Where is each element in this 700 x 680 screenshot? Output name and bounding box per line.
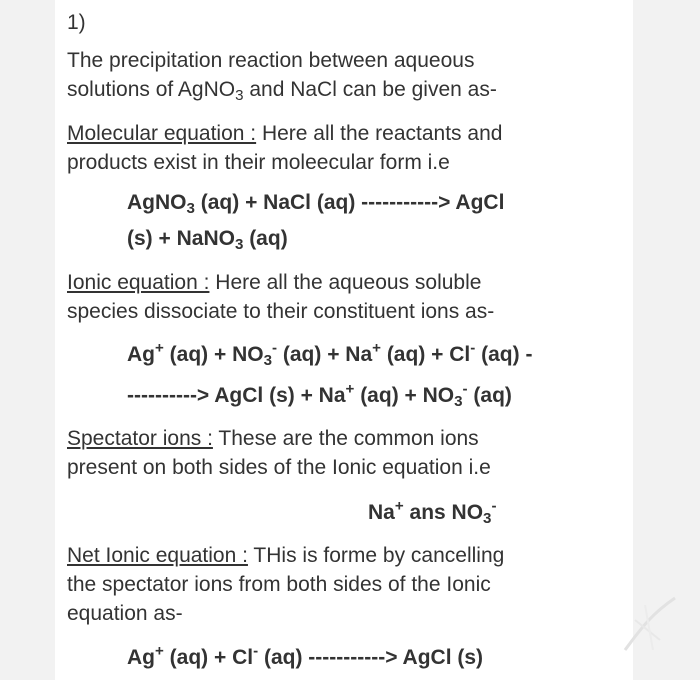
equation-segment: 3 <box>483 509 492 527</box>
equation-segment: ----------> AgCl (s) + Na <box>127 384 346 407</box>
spectator-heading: Spectator ions : <box>67 427 213 450</box>
equation-segment: 3 <box>454 392 463 410</box>
equation-segment: (aq) + Cl <box>163 646 254 669</box>
equation-segment: + <box>155 642 164 660</box>
intro-line-2: solutions of AgNO$_3$ and NaCl can be given as- <box>67 78 497 104</box>
net-heading: Net Ionic equation : <box>67 544 248 567</box>
molecular-line-2: products exist in their moleecular form i.e <box>67 151 450 174</box>
spectator-line-2: present on both sides of the Ionic equation i.e <box>67 456 491 479</box>
equation-segment: (aq) + Na <box>277 343 373 366</box>
answer-card <box>55 0 633 680</box>
equation-segment: 3 <box>263 351 272 369</box>
ionic-equation-line-1 <box>127 339 533 369</box>
intro-line-1: The precipitation reaction between aqueous <box>67 49 475 72</box>
molecular-heading: Molecular equation : <box>67 122 257 145</box>
spectator-line-1: Spectator ions : These are the common ions <box>67 427 479 450</box>
watermark-sparkle-icon <box>615 590 685 660</box>
equation-segment: ans NO <box>403 501 484 524</box>
equation-segment: (aq) + NO <box>354 384 455 407</box>
equation-segment: (aq) -----------> AgCl (s) <box>258 646 484 669</box>
equation-segment: - <box>491 497 497 515</box>
molecular-equation-line-2: (s) + NaNO$_3$ (aq) <box>127 227 288 253</box>
ionic-equation-line-2 <box>127 380 512 410</box>
net-ionic-equation <box>127 642 484 671</box>
equation-segment: + <box>155 339 164 357</box>
equation-segment: Ag <box>127 343 155 366</box>
net-line-3: equation as- <box>67 602 183 625</box>
equation-segment: - <box>470 339 476 357</box>
equation-segment: - <box>272 339 278 357</box>
equation-segment: + <box>394 497 404 515</box>
molecular-line-1: Molecular equation : Here all the reactants and <box>67 122 503 145</box>
equation-segment: (aq) + NO <box>163 343 264 366</box>
equation-segment: - <box>253 642 259 660</box>
spectator-ions-equation <box>368 497 497 527</box>
net-line-2: the spectator ions from both sides of the Ionic <box>67 573 491 596</box>
question-number: 1) <box>67 11 86 34</box>
equation-segment: Ag <box>127 646 155 669</box>
equation-segment: - <box>462 380 468 398</box>
equation-segment: + <box>372 339 381 357</box>
ionic-line-2: species dissociate to their constituent ions as- <box>67 300 495 323</box>
ionic-heading: Ionic equation : <box>67 271 210 294</box>
equation-segment: (aq) - <box>475 343 533 366</box>
net-line-1: Net Ionic equation : THis is forme by cancelling <box>67 544 505 567</box>
equation-segment: (aq) <box>467 384 512 407</box>
ionic-line-1: Ionic equation : Here all the aqueous soluble <box>67 271 482 294</box>
equation-segment: Na <box>368 501 395 524</box>
equation-segment: (aq) + Cl <box>380 343 471 366</box>
molecular-equation-line-1: AgNO$_3$ (aq) + NaCl (aq) -----------> AgCl <box>127 191 505 217</box>
equation-segment: + <box>345 380 355 398</box>
